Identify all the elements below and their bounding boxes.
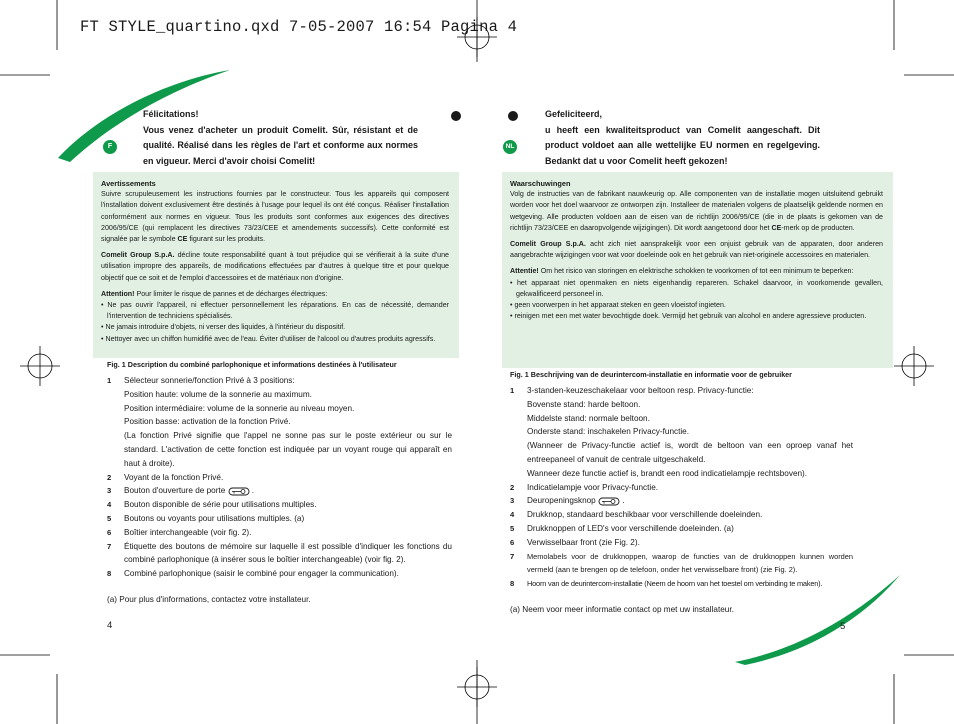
- list-item: 7 Étiquette des boutons de mémoire sur laquelle il est possible d'indiquer les fonctions du combiné parlophonique (à insérer sous le boîtier interchangeable) (voir fig. 2).: [107, 541, 452, 565]
- list-subitem: Position haute: volume de la sonnerie au maximum.: [124, 389, 312, 399]
- footnote-nl: (a) Neem voor meer informatie contact op met uw installateur.: [510, 605, 734, 614]
- intro-greeting: Gefeliciteerd,: [545, 109, 603, 119]
- warnings-p2: Comelit Group S.p.A. acht zich niet aansprakelijk voor een onjuist gebruik van de apparaten, door anderen aangebrachte wijzigingen voor wat voor doeleinde ook en het gebruik van niet-originele accessoires en materialen.: [510, 240, 883, 260]
- figure-title-fr: Fig. 1 Description du combiné parlophonique et informations destinées à l'utilisateur: [107, 360, 397, 369]
- list-item: 5 Drukknoppen of LED's voor verschillende doeleinden. (a): [510, 523, 734, 533]
- item-list-nl: [510, 384, 853, 591]
- registration-mark-left: [20, 346, 60, 386]
- warning-bullet: • Nettoyer avec un chiffon humidifié avec de l'eau. Éviter d'utiliser de l'alcool ou d'autres produits agressifs.: [101, 334, 436, 343]
- file-header: FT STYLE_quartino.qxd 7-05-2007 16:54 Pagina 4: [80, 18, 518, 36]
- warnings-p3: Attentie! Om het risico van storingen en elektrische schokken te voorkomen of tot een minimum te beperken:: [510, 267, 854, 276]
- warning-bullet: • geen voorwerpen in het apparaat steken en geen vloeistof ingieten.: [510, 301, 726, 310]
- list-item: 3 Bouton d'ouverture de porte .: [107, 486, 255, 496]
- list-item: 1 3-standen-keuzeschakelaar voor beltoon resp. Privacy-functie:: [510, 386, 754, 395]
- list-item: 5 Boutons ou voyants pour utilisations multiples. (a): [107, 513, 305, 523]
- list-item: 2 Voyant de la fonction Privé.: [107, 472, 224, 482]
- ce-mark: CE: [177, 235, 188, 244]
- warnings-p3: Attention! Pour limiter le risque de pannes et de décharges électriques:: [101, 289, 328, 298]
- footnote-fr: (a) Pour plus d'informations, contactez votre installateur.: [107, 595, 311, 604]
- warning-bullet: • reinigen met een met water bevochtigde doek. Vermijd het gebruik van alcohol en andere agressieve producten.: [510, 312, 867, 321]
- intro-body: Vous venez d'acheter un produit Comelit. Sûr, résistant et de qualité. Réalisé dans les règles de l'art et conforme aux normes en vigueur. Merci d'avoir choisi Comelit!: [143, 124, 418, 166]
- bullet-dot-right: [508, 111, 518, 121]
- list-subitem: Wanneer deze functie actief is, brandt een rood indicatielampje rechtsboven).: [527, 468, 808, 478]
- list-item: 3 Deuropeningsknop .: [510, 496, 625, 506]
- page-number-left: 4: [107, 620, 113, 631]
- ce-mark: CE: [771, 223, 782, 232]
- list-item: 6 Verwisselbaar front (zie Fig. 2).: [510, 537, 640, 547]
- language-badge-nl: NL: [503, 140, 517, 154]
- warning-bullet: • het apparaat niet openmaken en niets eigenhandig repareren. Schakel daarvoor, in voorkomende gevallen, gekwalificeerd personeel in.: [510, 278, 883, 298]
- list-item: 4 Drukknop, standaard beschikbaar voor verschillende doeleinden.: [510, 510, 763, 520]
- registration-mark-right: [894, 346, 934, 386]
- list-subitem: Position basse: activation de la fonction Privé.: [124, 417, 291, 427]
- warnings-p1: Suivre scrupuleusement les instructions fournies par le constructeur. Tous les appareils qui composent l'installation doivent exclusivement être destinés à l'usage pour lequel ils ont été conçus. Réaliser l'installation conformément aux normes en vigueur. Tous les produits sont conformes aux exigences des directives 2006/95/CE (qui remplacent les directives 73/23/CEE et amendements successifs). Cette conformité est signalée par le symbole CE figurant sur les produits.: [101, 190, 449, 244]
- warnings-p2: Comelit Group S.p.A. décline toute responsabilité quant à tout préjudice qui se vérifierait à la suite d'une utilisation impropre des appareils, de modifications effectuées par d'autres à quelque titre et pour quelque objectif que ce soit et de l'emploi d'accessoires et de matériaux non d'origine.: [101, 251, 449, 282]
- bullet-dot-left: [451, 111, 461, 121]
- list-item: 2 Indicatielampje voor Privacy-functie.: [510, 482, 659, 492]
- warnings-box-nl: [502, 172, 893, 368]
- intro-body: u heeft een kwaliteitsproduct van Comelit aangeschaft. Dit product voldoet aan alle wettelijke EU normen en regelgeving. Bedankt dat u voor Comelit heeft gekozen!: [545, 124, 820, 166]
- page-number-right: 5: [840, 621, 846, 632]
- intro-fr: [143, 107, 418, 169]
- intro-greeting: Félicitations!: [143, 109, 199, 119]
- warnings-p1: Volg de instructies van de fabrikant nauwkeurig op. Alle componenten van de installatie mogen uitsluitend gebruikt worden voor het doel waarvoor ze ontworpen zijn. Installeer de materialen volgens de plaatselijk geldende normen en wetgeving. Alle producten voldoen aan de eisen van de richtlijn 2006/95/CE (die in de plaats is gekomen van de richtlijn 73/23/CEE en daaropvolgende wijzigingen). Dit wordt aangetoond door het CE-merk op de producten.: [510, 190, 883, 232]
- list-subitem: (La fonction Privé signifie que l'appel ne sonne pas sur le poste extérieur ou sur le standard. L'activation de cette fonction est indiquée par un voyant rouge qui apparaît en haut à droite).: [124, 431, 452, 468]
- list-subitem: Middelste stand: normale beltoon.: [527, 413, 650, 423]
- warnings-title: Waarschuwingen: [510, 179, 571, 188]
- list-subitem: Position intermédiaire: volume de la sonnerie au niveau moyen.: [124, 403, 355, 413]
- list-item: 8 Hoorn van de deurintercom-installatie (Neem de hoorn van het toestel om verbinding te maken).: [510, 579, 823, 589]
- door-key-icon: [598, 497, 620, 506]
- registration-mark-bottom: [457, 667, 497, 707]
- list-item: 4 Bouton disponible de série pour utilisations multiples.: [107, 500, 317, 510]
- warnings-title: Avertissements: [101, 179, 156, 188]
- language-badge-fr: F: [103, 140, 117, 154]
- door-key-icon: [228, 487, 250, 496]
- list-subitem: (Wanneer de Privacy-functie actief is, wordt de beltoon van een oproep vanaf het entreepaneel of vanuit de centrale uitgeschakeld.: [527, 441, 853, 464]
- list-item: 7 Memolabels voor de drukknoppen, waarop de functies van de drukknoppen kunnen worden vermeld (aan te brengen op de telefoon, onder het verwisselbare front) (zie Fig. 2).: [510, 551, 853, 575]
- warning-bullet: • Ne pas ouvrir l'appareil, ni effectuer personnellement les réparations. En cas de nécessité, demander l'intervention de techniciens spécialisés.: [101, 301, 449, 321]
- list-subitem: Bovenste stand: harde beltoon.: [527, 399, 641, 409]
- list-item: 6 Boîtier interchangeable (voir fig. 2).: [107, 527, 252, 537]
- warning-bullet: • Ne jamais introduire d'objets, ni verser des liquides, à l'intérieur du dispositif.: [101, 323, 346, 332]
- list-item: 8 Combiné parlophonique (saisir le combiné pour engager la communication).: [107, 569, 399, 579]
- item-list-fr: [107, 374, 452, 581]
- figure-title-nl: Fig. 1 Beschrijving van de deurintercom-installatie en informatie voor de gebruiker: [510, 370, 792, 379]
- list-item: 1 Sélecteur sonnerie/fonction Privé à 3 positions:: [107, 376, 295, 385]
- warnings-box-fr: [93, 172, 459, 358]
- list-subitem: Onderste stand: inschakelen Privacy-functie.: [527, 427, 690, 437]
- intro-nl: [545, 107, 820, 169]
